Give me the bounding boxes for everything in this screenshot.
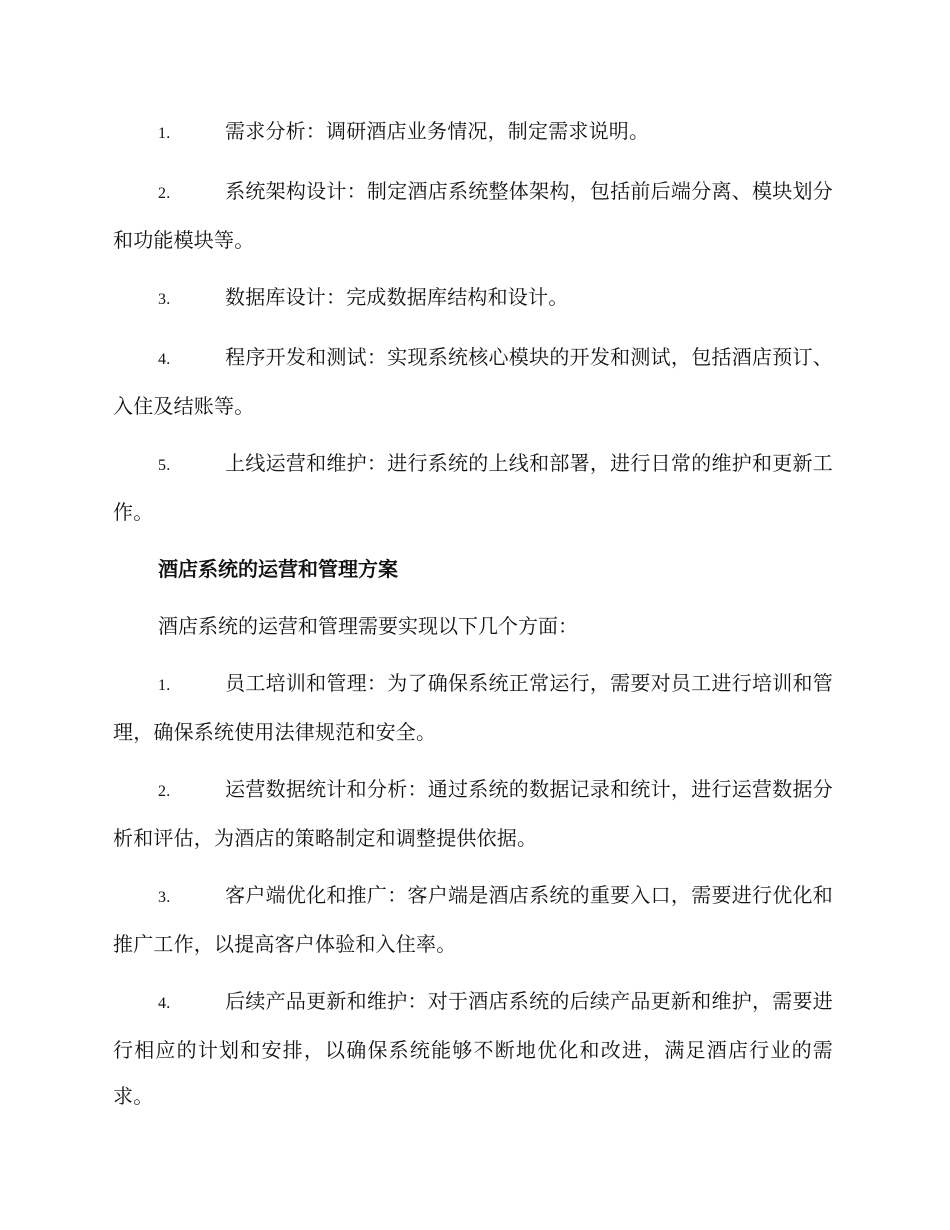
section-intro: 酒店系统的运营和管理需要实现以下几个方面： bbox=[158, 614, 578, 638]
list-item-number: 3. bbox=[158, 291, 171, 308]
list-item-number: 2. bbox=[158, 185, 171, 202]
list-item-text: 后续产品更新和维护：对于酒店系统的后续产品更新和维护，需要进行相应的计划和安排，以确保系统能够不断地优化和改进，满足酒店行业的需求。 bbox=[113, 989, 833, 1108]
section-heading: 酒店系统的运营和管理方案 bbox=[158, 557, 398, 581]
list-item-text: 上线运营和维护：进行系统的上线和部署，进行日常的维护和更新工作。 bbox=[113, 451, 833, 524]
list-item-text: 客户端优化和推广：客户端是酒店系统的重要入口，需要进行优化和推广工作，以提高客户体验和入住率。 bbox=[113, 883, 833, 956]
list-item bbox=[113, 660, 833, 755]
list-item-number: 1. bbox=[158, 677, 171, 694]
list-item bbox=[113, 978, 833, 1119]
list-item-number: 1. bbox=[158, 125, 171, 142]
list-item bbox=[113, 168, 833, 263]
list-item-text: 运营数据统计和分析：通过系统的数据记录和统计，进行运营数据分析和评估，为酒店的策略制定和调整提供依据。 bbox=[113, 777, 833, 850]
list-item-number: 2. bbox=[158, 783, 171, 800]
list-item-number: 4. bbox=[158, 995, 171, 1012]
list-item bbox=[113, 440, 833, 535]
list-item bbox=[113, 766, 833, 861]
list-item-text: 程序开发和测试：实现系统核心模块的开发和测试，包括酒店预订、入住及结账等。 bbox=[113, 345, 833, 418]
list-item bbox=[113, 274, 833, 323]
list-item-text: 需求分析：调研酒店业务情况，制定需求说明。 bbox=[225, 119, 650, 143]
list-item-number: 3. bbox=[158, 889, 171, 906]
document-body bbox=[113, 108, 833, 1130]
list-item-number: 4. bbox=[158, 351, 171, 368]
list-item-number: 5. bbox=[158, 457, 171, 474]
list-item bbox=[113, 872, 833, 967]
list-item-text: 员工培训和管理：为了确保系统正常运行，需要对员工进行培训和管理，确保系统使用法律规范和安全。 bbox=[113, 671, 833, 744]
list-item-text: 数据库设计：完成数据库结构和设计。 bbox=[225, 285, 569, 309]
list-item-text: 系统架构设计：制定酒店系统整体架构，包括前后端分离、模块划分和功能模块等。 bbox=[113, 179, 833, 252]
list-item bbox=[113, 108, 833, 157]
list-item bbox=[113, 334, 833, 429]
